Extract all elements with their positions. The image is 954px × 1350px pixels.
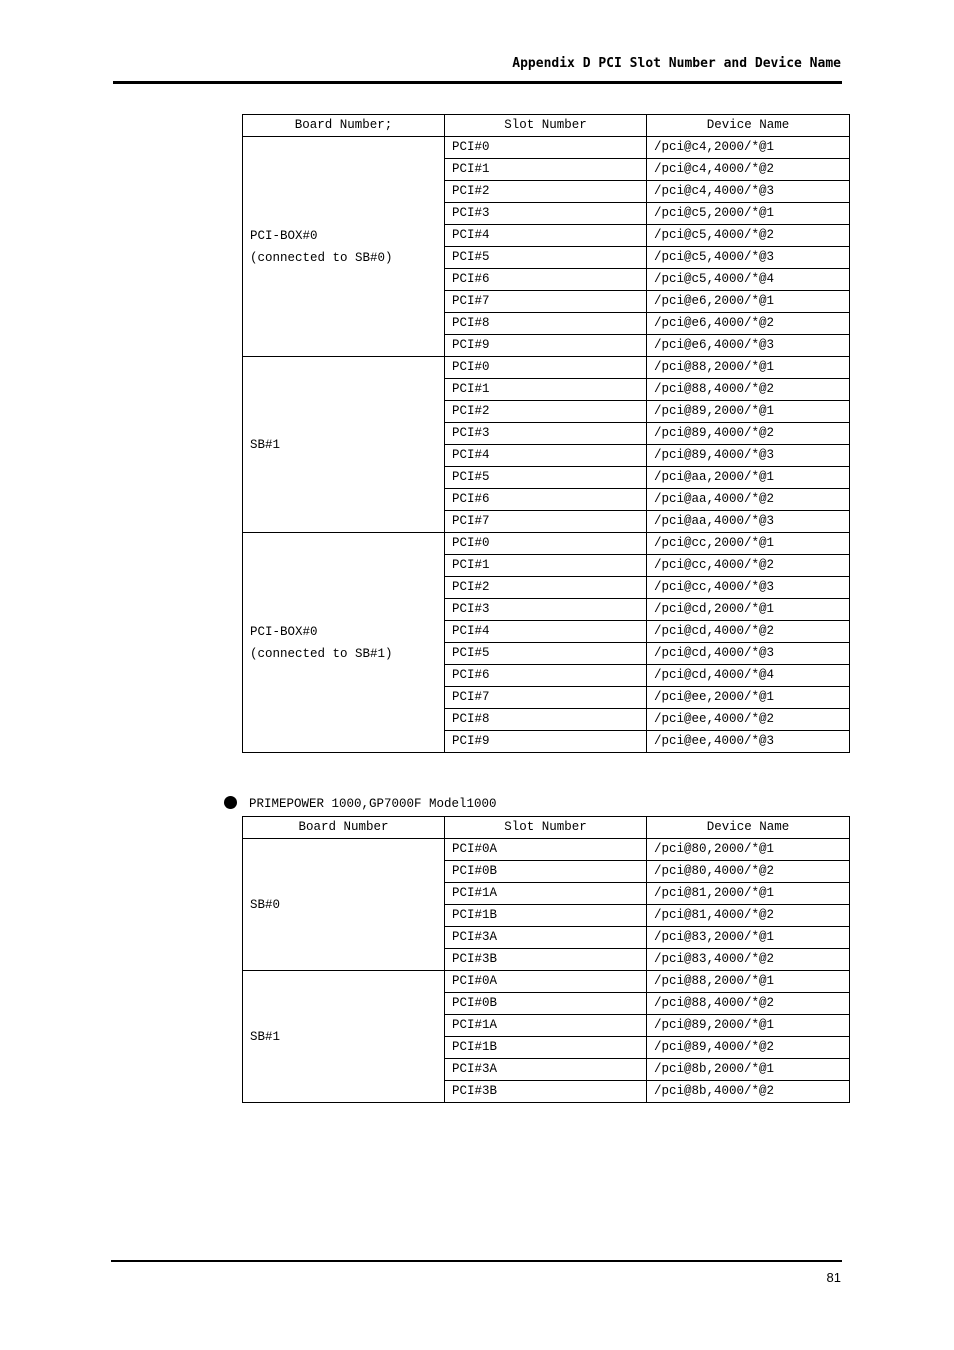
device-name-cell: /pci@81,4000/*@2 — [647, 905, 850, 927]
slot-number-cell: PCI#4 — [445, 621, 647, 643]
device-name-cell: /pci@89,4000/*@3 — [647, 445, 850, 467]
device-name-cell: /pci@89,4000/*@2 — [647, 423, 850, 445]
slot-number-cell: PCI#1A — [445, 1015, 647, 1037]
device-name-cell: /pci@89,4000/*@2 — [647, 1037, 850, 1059]
device-name-cell: /pci@cc,2000/*@1 — [647, 533, 850, 555]
table-header-row — [243, 115, 850, 137]
slot-number-cell: PCI#2 — [445, 577, 647, 599]
device-name-cell: /pci@ee,2000/*@1 — [647, 687, 850, 709]
slot-number-cell: PCI#1 — [445, 159, 647, 181]
slot-number-cell: PCI#7 — [445, 511, 647, 533]
device-name-cell: /pci@e6,2000/*@1 — [647, 291, 850, 313]
slot-number-cell: PCI#4 — [445, 445, 647, 467]
device-name-cell: /pci@cd,4000/*@3 — [647, 643, 850, 665]
slot-number-cell: PCI#0 — [445, 357, 647, 379]
device-name-cell: /pci@aa,4000/*@3 — [647, 511, 850, 533]
slot-number-cell: PCI#3 — [445, 599, 647, 621]
device-name-cell: /pci@83,2000/*@1 — [647, 927, 850, 949]
slot-number-cell: PCI#0A — [445, 971, 647, 993]
device-name-cell: /pci@83,4000/*@2 — [647, 949, 850, 971]
device-name-cell: /pci@88,4000/*@2 — [647, 993, 850, 1015]
slot-number-cell: PCI#3B — [445, 1081, 647, 1103]
slot-number-cell: PCI#0A — [445, 839, 647, 861]
board-number-cell: SB#1 — [243, 971, 445, 1103]
header-device-name: Device Name — [647, 817, 850, 839]
device-name-cell: /pci@88,2000/*@1 — [647, 357, 850, 379]
slot-number-cell: PCI#5 — [445, 643, 647, 665]
board-number-cell: PCI-BOX#0 (connected to SB#0) — [243, 137, 445, 357]
footer-rule — [111, 1260, 842, 1262]
device-name-cell: /pci@cd,4000/*@2 — [647, 621, 850, 643]
slot-number-cell: PCI#5 — [445, 247, 647, 269]
device-name-cell: /pci@c5,4000/*@4 — [647, 269, 850, 291]
device-name-cell: /pci@aa,4000/*@2 — [647, 489, 850, 511]
table-row — [243, 357, 850, 379]
device-name-cell: /pci@80,4000/*@2 — [647, 861, 850, 883]
slot-number-cell: PCI#1 — [445, 379, 647, 401]
table-row — [243, 533, 850, 555]
slot-number-cell: PCI#8 — [445, 709, 647, 731]
page-header-title: Appendix D PCI Slot Number and Device Name — [512, 56, 841, 71]
device-name-cell: /pci@aa,2000/*@1 — [647, 467, 850, 489]
device-name-cell: /pci@8b,2000/*@1 — [647, 1059, 850, 1081]
bullet-icon — [224, 796, 237, 809]
device-name-cell: /pci@cd,4000/*@4 — [647, 665, 850, 687]
device-name-cell: /pci@ee,4000/*@2 — [647, 709, 850, 731]
device-name-cell: /pci@c4,2000/*@1 — [647, 137, 850, 159]
header-device-name: Device Name — [647, 115, 850, 137]
slot-number-cell: PCI#6 — [445, 489, 647, 511]
slot-number-cell: PCI#0B — [445, 861, 647, 883]
slot-number-cell: PCI#6 — [445, 665, 647, 687]
device-name-cell: /pci@8b,4000/*@2 — [647, 1081, 850, 1103]
header-board-number: Board Number; — [243, 115, 445, 137]
slot-number-cell: PCI#6 — [445, 269, 647, 291]
slot-number-cell: PCI#8 — [445, 313, 647, 335]
device-name-cell: /pci@cc,4000/*@2 — [647, 555, 850, 577]
device-name-cell: /pci@88,4000/*@2 — [647, 379, 850, 401]
device-name-cell: /pci@cc,4000/*@3 — [647, 577, 850, 599]
device-name-cell: /pci@ee,4000/*@3 — [647, 731, 850, 753]
device-name-cell: /pci@c5,2000/*@1 — [647, 203, 850, 225]
slot-table-2 — [242, 816, 850, 1103]
section-heading — [224, 796, 497, 811]
slot-number-cell: PCI#5 — [445, 467, 647, 489]
header-rule — [113, 81, 842, 84]
table-row — [243, 971, 850, 993]
slot-number-cell: PCI#2 — [445, 401, 647, 423]
device-name-cell: /pci@c5,4000/*@3 — [647, 247, 850, 269]
slot-number-cell: PCI#1B — [445, 1037, 647, 1059]
slot-number-cell: PCI#0B — [445, 993, 647, 1015]
table-header-row — [243, 817, 850, 839]
slot-number-cell: PCI#3 — [445, 203, 647, 225]
slot-table-1 — [242, 114, 850, 753]
device-name-cell: /pci@c4,4000/*@2 — [647, 159, 850, 181]
slot-number-cell: PCI#2 — [445, 181, 647, 203]
slot-number-cell: PCI#9 — [445, 335, 647, 357]
slot-number-cell: PCI#0 — [445, 533, 647, 555]
table-row — [243, 137, 850, 159]
device-name-cell: /pci@89,2000/*@1 — [647, 1015, 850, 1037]
device-name-cell: /pci@e6,4000/*@3 — [647, 335, 850, 357]
slot-number-cell: PCI#0 — [445, 137, 647, 159]
device-name-cell: /pci@80,2000/*@1 — [647, 839, 850, 861]
slot-number-cell: PCI#1 — [445, 555, 647, 577]
slot-number-cell: PCI#1A — [445, 883, 647, 905]
slot-number-cell: PCI#3A — [445, 927, 647, 949]
page-number: 81 — [826, 1270, 841, 1285]
slot-number-cell: PCI#9 — [445, 731, 647, 753]
header-slot-number: Slot Number — [445, 115, 647, 137]
table-row — [243, 839, 850, 861]
slot-number-cell: PCI#3B — [445, 949, 647, 971]
device-name-cell: /pci@88,2000/*@1 — [647, 971, 850, 993]
slot-number-cell: PCI#3 — [445, 423, 647, 445]
section-heading-text: PRIMEPOWER 1000,GP7000F Model1000 — [249, 797, 497, 811]
slot-number-cell: PCI#1B — [445, 905, 647, 927]
header-slot-number: Slot Number — [445, 817, 647, 839]
slot-number-cell: PCI#3A — [445, 1059, 647, 1081]
device-name-cell: /pci@c5,4000/*@2 — [647, 225, 850, 247]
device-name-cell: /pci@c4,4000/*@3 — [647, 181, 850, 203]
board-number-cell: SB#0 — [243, 839, 445, 971]
header-board-number: Board Number — [243, 817, 445, 839]
slot-number-cell: PCI#4 — [445, 225, 647, 247]
device-name-cell: /pci@e6,4000/*@2 — [647, 313, 850, 335]
board-number-cell: PCI-BOX#0 (connected to SB#1) — [243, 533, 445, 753]
device-name-cell: /pci@81,2000/*@1 — [647, 883, 850, 905]
slot-number-cell: PCI#7 — [445, 687, 647, 709]
board-number-cell: SB#1 — [243, 357, 445, 533]
slot-number-cell: PCI#7 — [445, 291, 647, 313]
device-name-cell: /pci@89,2000/*@1 — [647, 401, 850, 423]
device-name-cell: /pci@cd,2000/*@1 — [647, 599, 850, 621]
